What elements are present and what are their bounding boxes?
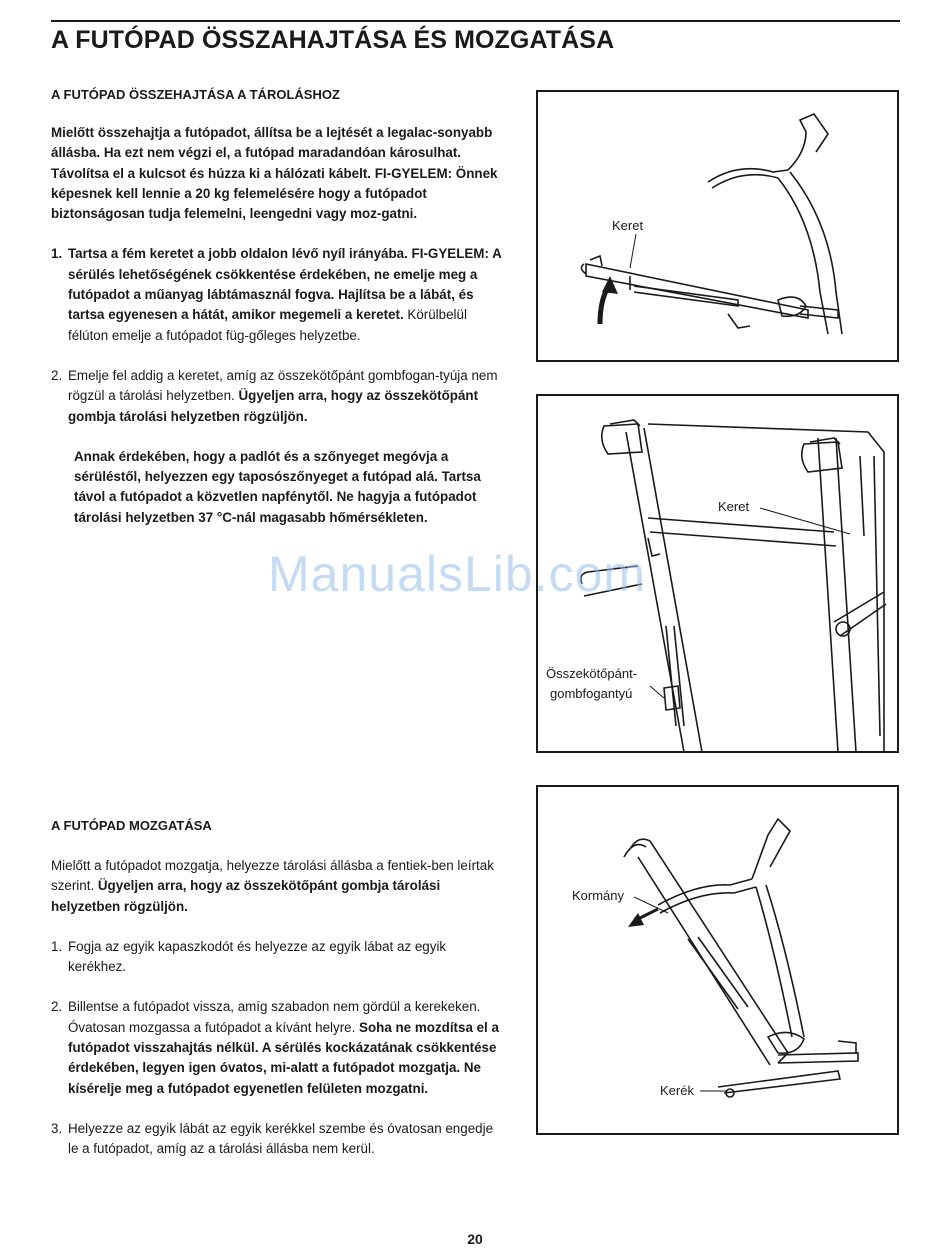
intro-bold-text: Ügyeljen arra, hogy az összekötőpánt gombja tárolási helyzetben rögzüljön. bbox=[51, 878, 441, 914]
moving-step-2 bbox=[51, 997, 506, 1098]
step-number: 3. bbox=[51, 1120, 63, 1136]
step-text: Fogja az egyik kapaszkodót és helyezze az egyik lábat az egyik kerékhez. bbox=[68, 938, 447, 975]
moving-step-3 bbox=[51, 1119, 506, 1160]
step-text: Körülbelül félúton emelje a futópadot füg-gőleges helyzetbe. bbox=[68, 307, 467, 343]
callout-frame: Keret bbox=[718, 499, 750, 514]
step-bold-text: Tartsa a fém keretet a jobb oldalon lévő nyíl irányába. FI-GYELEM: A sérülés lehetőségének csökkentése érdekében, ne emelje meg a futópadot a műanyag lábtámasznál fogva. Hajlítsa be a lábát, és tartsa egyenesen a hátát, amikor megemeli a keretet. bbox=[68, 246, 502, 323]
callout-handlebar: Kormány bbox=[572, 888, 625, 903]
section-heading-folding: A FUTÓPAD ÖSSZEHAJTÁSA A TÁROLÁSHOZ bbox=[51, 87, 340, 102]
treadmill-moving-illustration bbox=[538, 787, 899, 1135]
treadmill-lift-illustration bbox=[538, 92, 899, 362]
figure-moving bbox=[536, 785, 899, 1135]
watermark: ManualsLib.com bbox=[268, 546, 647, 602]
folding-intro: Mielőtt összehajtja a futópadot, állítsa be a lejtését a legalac-sonyabb állásba. Ha ezt nem végzi el, a futópad maradandóan károsulhat. Távolítsa el a kulcsot és húzza ki a hálózati kábelt. FI-GYELEM: Önnek képesnek kell lennie a 20 kg felemelésére hogy a futópadot biztonságosan tudja felemelni, leengedni vagy moz-gatni. bbox=[51, 125, 498, 222]
step-number: 1. bbox=[51, 246, 63, 262]
callout-knob-line-2: gombfogantyú bbox=[550, 686, 633, 701]
title-rule bbox=[51, 20, 900, 22]
page-number: 20 bbox=[467, 1231, 483, 1247]
callout-knob-line-1: Összekötőpánt- bbox=[546, 666, 638, 681]
intro-text: Mielőtt a futópadot mozgatja, helyezze tárolási állásba a fentiek-ben leírtak szerint. bbox=[51, 858, 494, 894]
moving-text bbox=[51, 856, 506, 1180]
callout-wheel: Kerék bbox=[660, 1083, 694, 1098]
step-text: Helyezze az egyik lábát az egyik kerékkel szembe és óvatosan engedje le a futópadot, amíg az a tárolási állásba nem kerül. bbox=[68, 1120, 494, 1157]
step-number: 2. bbox=[51, 367, 63, 383]
step-number: 2. bbox=[51, 999, 63, 1015]
figure-storage-lock bbox=[536, 394, 899, 753]
folding-step-2 bbox=[51, 366, 506, 427]
page-title: A FUTÓPAD ÖSSZAHAJTÁSA ÉS MOZGATÁSA bbox=[51, 26, 615, 54]
direction-arrow-icon bbox=[638, 909, 658, 919]
figure-lift-frame bbox=[536, 90, 899, 362]
moving-intro bbox=[51, 856, 506, 917]
step-text: Emelje fel addig a keretet, amíg az összekötőpánt gombfogan-tyúja nem rögzül a tárolási helyzetben. bbox=[68, 367, 498, 404]
treadmill-storage-illustration bbox=[538, 396, 899, 753]
storage-note: Annak érdekében, hogy a padlót és a szőnyeget megóvja a sérüléstől, helyezzen egy taposószőnyeget a futópad alá. Tartsa távol a futópadot a közvetlen napfénytől. Ne hagyja a futópadot tárolási helyzetben 37 °C-nál magasabb hőmérsékleten. bbox=[74, 448, 481, 525]
moving-steps bbox=[51, 937, 506, 1160]
arrowhead-icon bbox=[628, 913, 644, 927]
step-number: 1. bbox=[51, 938, 63, 954]
folding-step-1 bbox=[51, 244, 506, 345]
folding-text bbox=[51, 123, 506, 548]
step-text: Billentse a futópadot vissza, amíg szabadon nem gördül a kerekeken. Óvatosan mozgassa a futópadot a kívánt helyre. bbox=[68, 999, 481, 1035]
folding-steps bbox=[51, 244, 506, 426]
step-bold-text: Ügyeljen arra, hogy az összekötőpánt gombja tárolási helyzetben rögzüljön. bbox=[68, 388, 479, 424]
moving-step-1 bbox=[51, 937, 506, 978]
step-bold-text: Soha ne mozdítsa el a futópadot visszahajtás nélkül. A sérülés kockázatának csökkentése érdekében, legyen igen óvatos, mi-alatt a futópadot mozgatja. Ne kísérelje meg a futópadot egyenetlen felületen mozgatni. bbox=[68, 1019, 499, 1096]
section-heading-moving: A FUTÓPAD MOZGATÁSA bbox=[51, 818, 212, 833]
callout-frame: Keret bbox=[612, 218, 644, 233]
